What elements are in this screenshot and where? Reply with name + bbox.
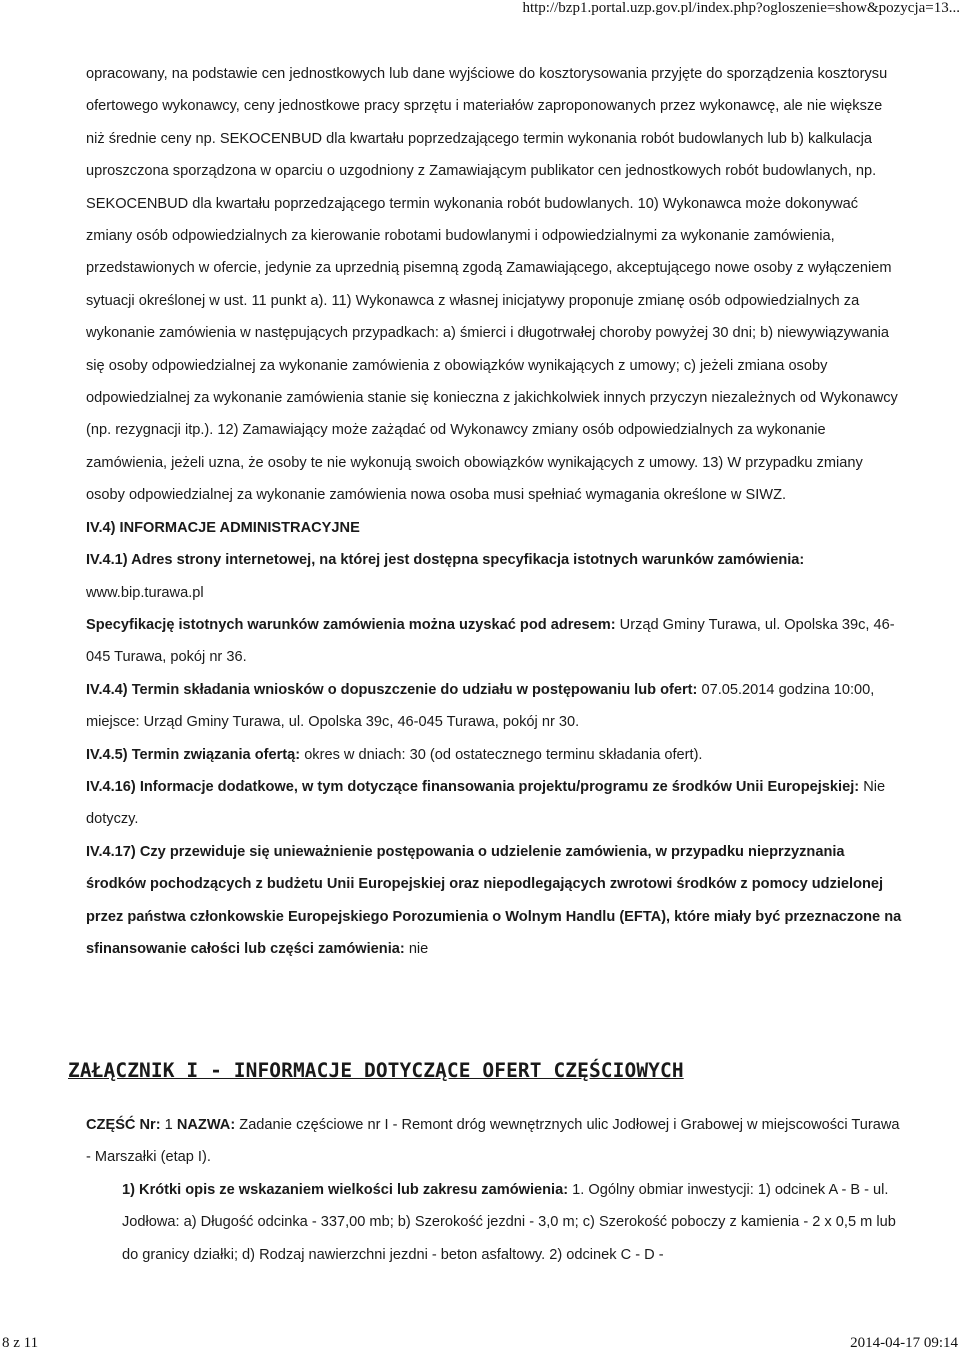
part-header: [86, 1109, 904, 1174]
section-heading-iv4: IV.4) INFORMACJE ADMINISTRACYJNE: [86, 519, 360, 536]
item-iv44-label: IV.4.4) Termin składania wniosków o dopuszczenie do udziału w postępowaniu lub ofert:: [86, 681, 698, 698]
item-iv45-value: okres w dniach: 30 (od ostatecznego terminu składania ofert).: [304, 746, 703, 763]
item-iv41: [86, 544, 904, 609]
item-siwz: [86, 609, 904, 674]
page-number: 8 z 11: [2, 1335, 39, 1351]
part-number-label: CZĘŚĆ Nr:: [86, 1117, 161, 1133]
item-iv417-value: nie: [408, 940, 429, 957]
item-iv45: [86, 739, 904, 771]
page-url-header: http://bzp1.portal.uzp.gov.pl/index.php?ogloszenie=show&pozycja=13...: [522, 0, 960, 16]
item-iv417: [86, 836, 904, 966]
part-number-value: 1: [164, 1117, 173, 1133]
item-iv44: [86, 674, 904, 739]
item-iv416: [86, 771, 904, 836]
part-description-label: 1) Krótki opis ze wskazaniem wielkości lub zakresu zamówienia:: [122, 1181, 569, 1198]
item-iv44-value: 07.05.2014 godzina 10:00, miejsce: Urząd Gminy Turawa, ul. Opolska 39c, 46-045 Turawa, pokój nr 30.: [86, 681, 875, 731]
item-iv416-value: Nie dotyczy.: [86, 778, 886, 828]
part-name-value: Zadanie częściowe nr I - Remont dróg wewnętrznych ulic Jodłowej i Grabowej w miejscowości Turawa - Marszałki (etap I).: [86, 1117, 900, 1166]
part-name-label: NAZWA:: [176, 1117, 236, 1133]
body-paragraph: opracowany, na podstawie cen jednostkowych lub dane wyjściowe do kosztorysowania przyjęte do sporządzenia kosztorysu ofertowego wykonawcy, ceny jednostkowe pracy sprzętu i materiałów zaproponowanych przez wykonawcę, ale nie większe niż średnie ceny np. SEKOCENBUD dla kwartału poprzedzającego termin wykonania robót budowlanych lub b) kalkulacja uproszczona sporządzona w oparciu o uzgodniony z Zamawiającym publikator cen jednostkowych robót budowlanych, np. SEKOCENBUD dla kwartału poprzedzającego termin wykonania robót budowlanych. 10) Wykonawca może dokonywać zmiany osób odpowiedzialnych za kierowanie robotami budowlanymi i odpowiedzialnymi za wykonanie zamówienia, przedstawionych w ofercie, jedynie za uprzednią pisemną zgodą Zamawiającego, akceptującego nowe osoby z wyłączeniem sytuacji określonej w ust. 11 punkt a). 11) Wykonawca z własnej inicjatywy proponuje zmianę osób odpowiedzialnych za wykonanie zamówienia w następujących przypadkach: a) śmierci i długotrwałej choroby powyżej 30 dni; b) niewywiązywania się osoby odpowiedzialnej za wykonanie zamówienia z obowiązków wynikających z umowy; c) jeżeli zmiana osoby odpowiedzialnej za wykonanie zamówienia stanie się konieczna z jakichkolwiek innych przyczyn niezależnych od Wykonawcy (np. rezygnacji itp.). 12) Zamawiający może zażądać od Wykonawcy zmiany osób odpowiedzialnych za wykonanie zamówienia, jeżeli uzna, że osoby te nie wykonują swoich obowiązków wynikających z umowy. 13) W przypadku zmiany osoby odpowiedzialnej za wykonanie zamówienia nowa osoba musi spełniać wymagania określone w SIWZ.: [86, 66, 898, 504]
item-iv416-label: IV.4.16) Informacje dodatkowe, w tym dotyczące finansowania projektu/programu ze środków Unii Europejskiej:: [86, 778, 860, 795]
item-iv45-label: IV.4.5) Termin związania ofertą:: [86, 746, 301, 763]
item-iv41-label: IV.4.1) Adres strony internetowej, na której jest dostępna specyfikacja istotnych warunków zamówienia:: [86, 552, 805, 569]
item-iv41-value: www.bip.turawa.pl: [86, 584, 204, 601]
item-siwz-label: Specyfikację istotnych warunków zamówienia można uzyskać pod adresem:: [86, 616, 616, 633]
document-body: [86, 58, 904, 965]
annex-title: ZAŁĄCZNIK I - INFORMACJE DOTYCZĄCE OFERT CZĘŚCIOWYCH: [68, 1059, 684, 1082]
part-description: [86, 1174, 904, 1271]
part-description-value: 1. Ogólny obmiar inwestycji: 1) odcinek A - B - ul. Jodłowa: a) Długość odcinka - 337,00 mb; b) Szerokość jezdni - 3,0 m; c) Szerokość poboczy z kamienia - 2 x 0,5 m lub do granicy działki; d) Rodzaj nawierzchni jezdni - beton asfaltowy. 2) odcinek C - D -: [122, 1181, 896, 1263]
item-iv417-label: IV.4.17) Czy przewiduje się unieważnienie postępowania o udzielenie zamówienia, w przypadku nieprzyznania środków pochodzących z budżetu Unii Europejskiej oraz niepodlegających zwrotowi środków z pomocy udzielonej przez państwa członkowskie Europejskiego Porozumienia o Wolnym Handlu (EFTA), które miały być przeznaczone na sfinansowanie całości lub części zamówienia:: [86, 843, 902, 957]
item-siwz-value: Urząd Gminy Turawa, ul. Opolska 39c, 46-045 Turawa, pokój nr 36.: [86, 616, 895, 666]
partial-offer-section: [86, 1109, 904, 1271]
print-datetime: 2014-04-17 09:14: [850, 1335, 958, 1351]
